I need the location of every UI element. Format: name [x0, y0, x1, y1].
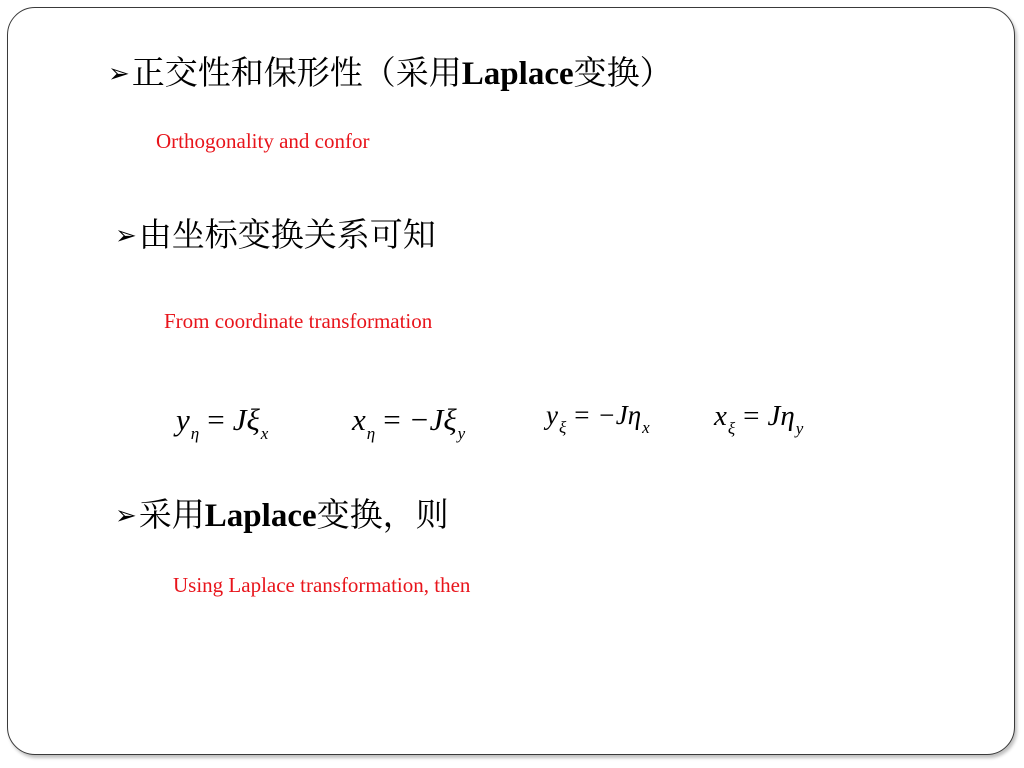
bullet-text-cn-tail: 变换）	[573, 53, 673, 92]
eq4-rhs-sub: y	[795, 419, 804, 438]
slide-frame	[7, 7, 1015, 755]
eq3-rhs-sub: x	[642, 418, 650, 437]
equation-1	[176, 402, 269, 443]
bullet-arrow-icon: ➢	[115, 221, 137, 251]
eq1-rhs-sub: x	[260, 424, 269, 443]
note-laplace-then: Using Laplace transformation, then	[173, 573, 471, 597]
equation-2	[352, 402, 466, 443]
eq3-lhs: y	[546, 400, 558, 430]
bullet-arrow-icon: ➢	[115, 501, 137, 531]
eq1-op: =	[207, 402, 225, 437]
eq2-rhs-sub: y	[457, 424, 466, 443]
eq1-rhs: Jξ	[232, 402, 260, 437]
note-orthogonality: Orthogonality and confor	[156, 129, 370, 153]
eq2-lhs: x	[352, 402, 366, 437]
bullet-text-cn-tail: 变换，则	[316, 495, 449, 534]
eq4-rhs: Jη	[767, 400, 795, 432]
equation-4	[714, 400, 804, 438]
eq2-rhs: −Jξ	[408, 402, 457, 437]
equation-3	[546, 400, 650, 437]
bullet-coordinate-transform	[115, 215, 436, 254]
eq4-lhs: x	[714, 400, 727, 432]
eq4-op: =	[743, 400, 760, 432]
eq4-lhs-sub: ξ	[727, 419, 736, 438]
bullet-laplace-then	[115, 495, 449, 534]
eq2-op: =	[383, 402, 401, 437]
bullet-text: 由坐标变换关系可知	[138, 215, 436, 254]
bullet-text-cn: 正交性和保形性（采用	[131, 53, 462, 92]
bullet-arrow-icon: ➢	[108, 59, 130, 89]
bullet-text-latin: Laplace	[461, 56, 574, 92]
bullet-text-latin: Laplace	[204, 498, 317, 534]
eq1-lhs-sub: η	[190, 424, 200, 443]
eq2-lhs-sub: η	[366, 424, 376, 443]
eq3-rhs: −Jη	[597, 400, 642, 430]
bullet-text-cn: 采用	[138, 495, 205, 534]
note-coordinate-transform: From coordinate transformation	[164, 309, 433, 333]
eq1-lhs: y	[176, 402, 190, 437]
eq3-op: =	[574, 400, 590, 430]
bullet-orthogonality	[108, 53, 673, 92]
eq3-lhs-sub: ξ	[558, 418, 567, 437]
